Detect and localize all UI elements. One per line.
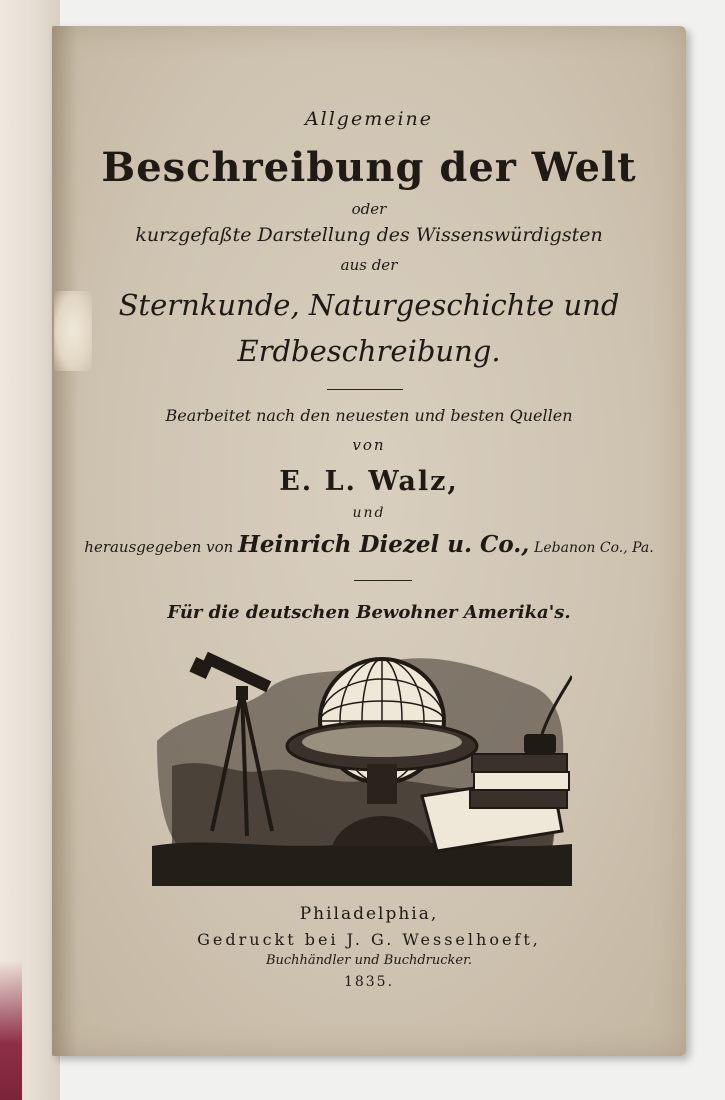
publisher-line — [52, 531, 686, 558]
title-page — [52, 26, 686, 1056]
publisher-name: Heinrich Diezel u. Co., — [238, 531, 530, 558]
author-name: E. L. Walz, — [279, 466, 459, 497]
subtitle: kurzgefaßte Darstellung des Wissenswürdigsten — [135, 224, 603, 246]
year: 1835. — [343, 974, 395, 990]
printer-role: Buchhändler und Buchdrucker. — [265, 953, 473, 968]
title-line-allgemeine: Allgemeine — [304, 108, 434, 130]
worked-by-line: Bearbeitet nach den neuesten und besten Quellen — [165, 406, 573, 425]
und-line: und — [352, 505, 386, 521]
divider-rule — [327, 389, 403, 390]
subjects-line-2: Erdbeschreibung. — [237, 334, 501, 368]
subjects-line-1: Sternkunde, Naturgeschichte und — [118, 288, 620, 322]
divider-rule-2 — [354, 580, 412, 581]
book-spine — [0, 0, 60, 1100]
main-title: Beschreibung der Welt — [101, 144, 637, 191]
city: Philadelphia, — [299, 904, 439, 924]
publisher-prefix: herausgegeben von — [84, 538, 234, 556]
oder-line: oder — [351, 200, 387, 218]
dedication: Für die deutschen Bewohner Amerika's. — [167, 602, 571, 623]
binding-edge — [0, 960, 22, 1100]
von-line: von — [352, 436, 386, 454]
publisher-place: Lebanon Co., Pa. — [534, 540, 654, 556]
aus-der-line: aus der — [340, 256, 398, 274]
engraving-illustration — [152, 646, 572, 886]
printer: Gedruckt bei J. G. Wesselhoeft, — [197, 930, 541, 949]
